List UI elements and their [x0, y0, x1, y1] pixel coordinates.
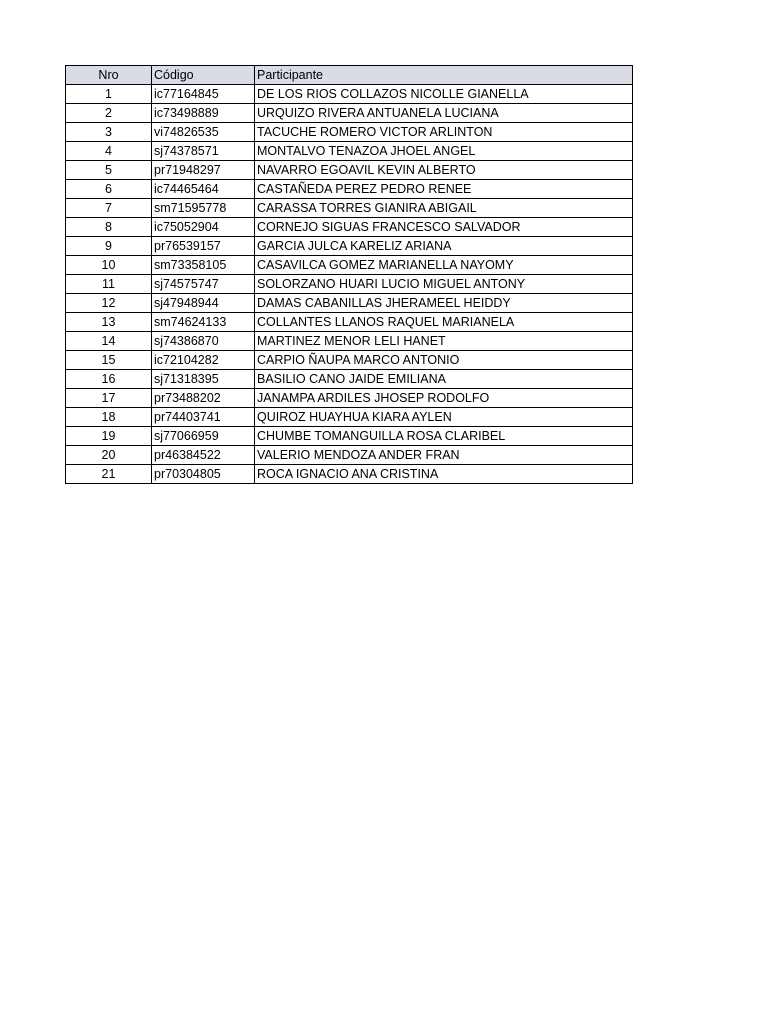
cell-nro: 13: [66, 313, 152, 332]
participant-list-sheet: [65, 65, 632, 484]
header-nro: Nro: [66, 66, 152, 85]
cell-nro: 4: [66, 142, 152, 161]
cell-nro: 20: [66, 446, 152, 465]
table-row: [66, 218, 633, 237]
cell-codigo: pr73488202: [152, 389, 255, 408]
cell-nro: 10: [66, 256, 152, 275]
cell-nro: 11: [66, 275, 152, 294]
cell-nro: 21: [66, 465, 152, 484]
cell-codigo: sj47948944: [152, 294, 255, 313]
table-row: [66, 427, 633, 446]
cell-participante: MARTINEZ MENOR LELI HANET: [255, 332, 633, 351]
cell-codigo: ic77164845: [152, 85, 255, 104]
cell-codigo: pr74403741: [152, 408, 255, 427]
table-row: [66, 85, 633, 104]
table-row: [66, 446, 633, 465]
header-participante: Participante: [255, 66, 633, 85]
cell-participante: GARCIA JULCA KARELIZ ARIANA: [255, 237, 633, 256]
cell-codigo: ic75052904: [152, 218, 255, 237]
cell-codigo: sm73358105: [152, 256, 255, 275]
cell-participante: ROCA IGNACIO ANA CRISTINA: [255, 465, 633, 484]
table-row: [66, 370, 633, 389]
cell-codigo: sm71595778: [152, 199, 255, 218]
cell-nro: 14: [66, 332, 152, 351]
cell-codigo: sm74624133: [152, 313, 255, 332]
cell-codigo: pr70304805: [152, 465, 255, 484]
cell-participante: BASILIO CANO JAIDE EMILIANA: [255, 370, 633, 389]
table-row: [66, 408, 633, 427]
cell-nro: 18: [66, 408, 152, 427]
cell-nro: 12: [66, 294, 152, 313]
cell-codigo: ic74465464: [152, 180, 255, 199]
cell-nro: 2: [66, 104, 152, 123]
cell-nro: 17: [66, 389, 152, 408]
cell-nro: 5: [66, 161, 152, 180]
cell-participante: CARPIO ÑAUPA MARCO ANTONIO: [255, 351, 633, 370]
cell-codigo: pr76539157: [152, 237, 255, 256]
cell-codigo: ic73498889: [152, 104, 255, 123]
table-row: [66, 104, 633, 123]
cell-nro: 19: [66, 427, 152, 446]
table-row: [66, 256, 633, 275]
table-row: [66, 161, 633, 180]
cell-participante: CASTAÑEDA PEREZ PEDRO RENEE: [255, 180, 633, 199]
cell-nro: 3: [66, 123, 152, 142]
participant-table: [65, 65, 633, 484]
cell-participante: URQUIZO RIVERA ANTUANELA LUCIANA: [255, 104, 633, 123]
cell-participante: JANAMPA ARDILES JHOSEP RODOLFO: [255, 389, 633, 408]
cell-nro: 9: [66, 237, 152, 256]
cell-codigo: sj77066959: [152, 427, 255, 446]
cell-participante: NAVARRO EGOAVIL KEVIN ALBERTO: [255, 161, 633, 180]
cell-codigo: pr71948297: [152, 161, 255, 180]
table-row: [66, 275, 633, 294]
table-row: [66, 199, 633, 218]
cell-codigo: vi74826535: [152, 123, 255, 142]
table-row: [66, 465, 633, 484]
table-row: [66, 313, 633, 332]
cell-participante: TACUCHE ROMERO VICTOR ARLINTON: [255, 123, 633, 142]
cell-nro: 8: [66, 218, 152, 237]
table-row: [66, 332, 633, 351]
cell-nro: 15: [66, 351, 152, 370]
table-row: [66, 142, 633, 161]
cell-participante: MONTALVO TENAZOA JHOEL ANGEL: [255, 142, 633, 161]
cell-participante: SOLORZANO HUARI LUCIO MIGUEL ANTONY: [255, 275, 633, 294]
cell-codigo: ic72104282: [152, 351, 255, 370]
cell-participante: CASAVILCA GOMEZ MARIANELLA NAYOMY: [255, 256, 633, 275]
cell-nro: 16: [66, 370, 152, 389]
table-row: [66, 351, 633, 370]
cell-participante: VALERIO MENDOZA ANDER FRAN: [255, 446, 633, 465]
cell-participante: CORNEJO SIGUAS FRANCESCO SALVADOR: [255, 218, 633, 237]
table-row: [66, 180, 633, 199]
cell-participante: CARASSA TORRES GIANIRA ABIGAIL: [255, 199, 633, 218]
table-header-row: [66, 66, 633, 85]
cell-participante: DAMAS CABANILLAS JHERAMEEL HEIDDY: [255, 294, 633, 313]
table-body: [66, 85, 633, 484]
table-row: [66, 237, 633, 256]
cell-codigo: sj74575747: [152, 275, 255, 294]
cell-codigo: pr46384522: [152, 446, 255, 465]
cell-nro: 7: [66, 199, 152, 218]
cell-nro: 1: [66, 85, 152, 104]
table-row: [66, 294, 633, 313]
table-row: [66, 389, 633, 408]
cell-participante: CHUMBE TOMANGUILLA ROSA CLARIBEL: [255, 427, 633, 446]
header-codigo: Código: [152, 66, 255, 85]
table-row: [66, 123, 633, 142]
cell-participante: QUIROZ HUAYHUA KIARA AYLEN: [255, 408, 633, 427]
cell-codigo: sj71318395: [152, 370, 255, 389]
cell-nro: 6: [66, 180, 152, 199]
cell-codigo: sj74378571: [152, 142, 255, 161]
cell-participante: DE LOS RIOS COLLAZOS NICOLLE GIANELLA: [255, 85, 633, 104]
cell-codigo: sj74386870: [152, 332, 255, 351]
cell-participante: COLLANTES LLANOS RAQUEL MARIANELA: [255, 313, 633, 332]
